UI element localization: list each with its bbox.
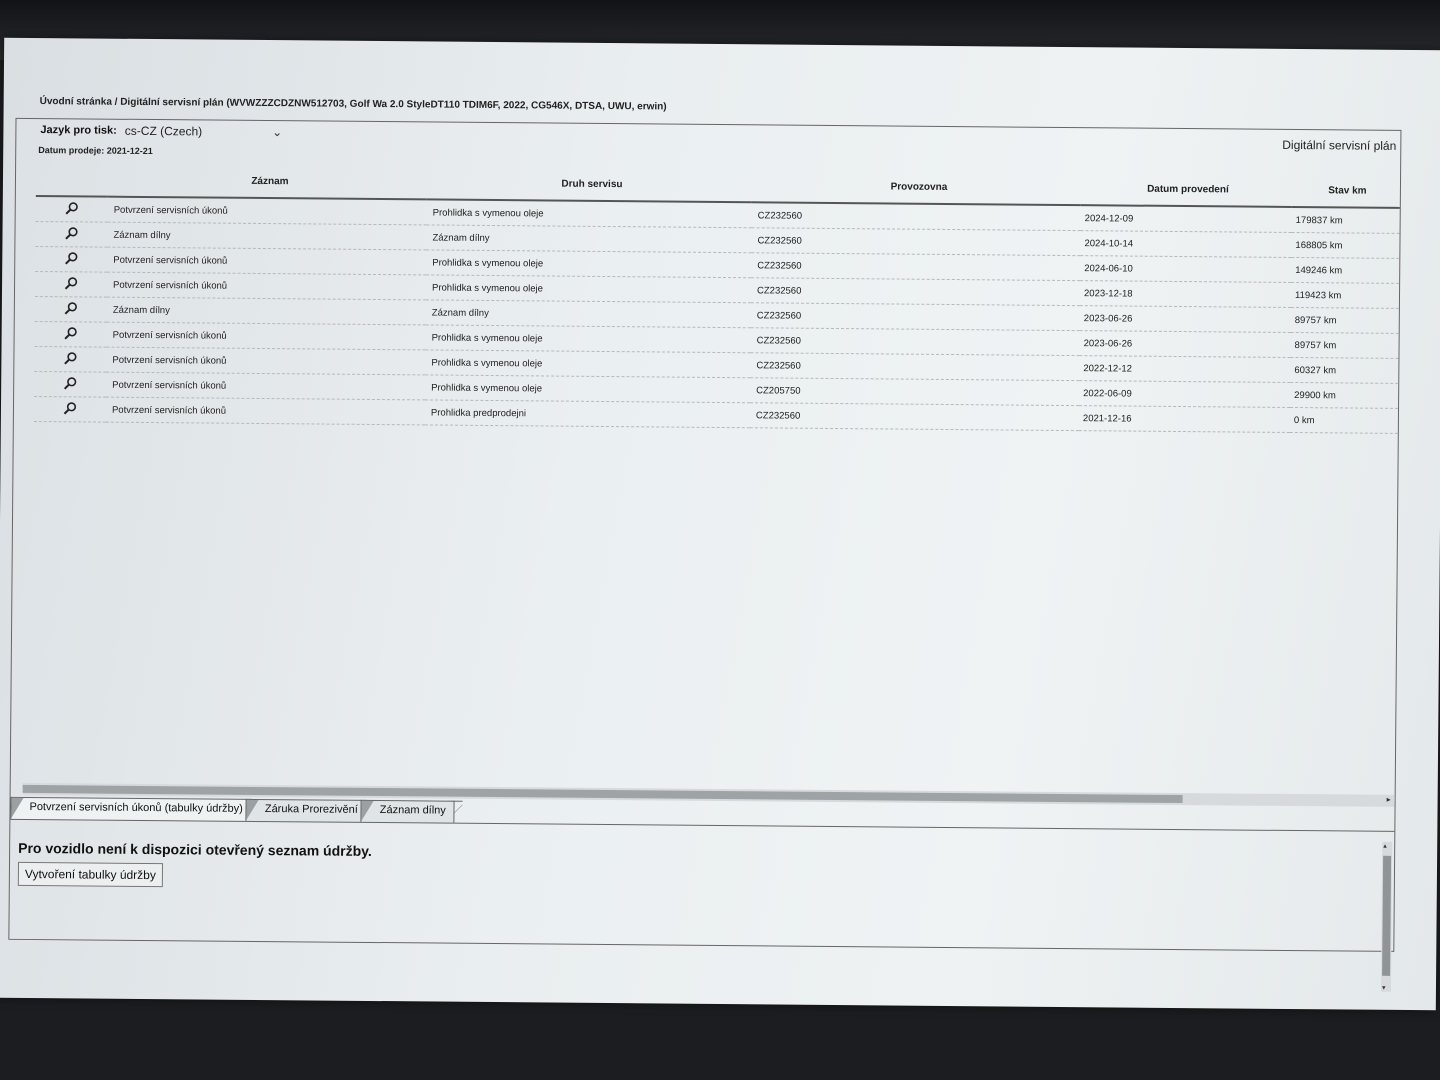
cell-provozovna: CZ232560	[751, 253, 1080, 281]
cell-zaznam: Záznam dílny	[107, 297, 426, 325]
tab-label: Záruka Prorezivění	[264, 803, 358, 816]
row-icon-cell	[34, 347, 106, 373]
header-druh-servisu[interactable]: Druh servisu	[427, 166, 752, 202]
table-body	[34, 196, 1400, 433]
magnifier-icon[interactable]	[64, 301, 78, 315]
tab-label: Záznam dílny	[379, 804, 446, 817]
language-row	[40, 123, 282, 139]
row-icon-cell	[35, 247, 107, 273]
header-datum-provedeni[interactable]: Datum provedení	[1081, 172, 1292, 207]
cell-provozovna: CZ232560	[751, 228, 1080, 256]
cell-provozovna: CZ205750	[750, 378, 1079, 406]
cell-datum-provedeni: 2023-12-18	[1080, 281, 1291, 308]
row-icon-cell	[35, 297, 107, 323]
row-icon-cell	[34, 372, 106, 398]
magnifier-icon[interactable]	[64, 226, 78, 240]
cell-zaznam: Potvrzení servisních úkonů	[108, 197, 427, 225]
cell-zaznam: Potvrzení servisních úkonů	[106, 372, 425, 400]
page-title: Digitální servisní plán	[1282, 137, 1397, 153]
magnifier-icon[interactable]	[63, 401, 77, 415]
cell-provozovna: CZ232560	[750, 403, 1079, 431]
tab-zaruka[interactable]	[246, 799, 367, 822]
cell-datum-provedeni: 2024-12-09	[1081, 205, 1292, 232]
row-icon-cell	[36, 196, 108, 222]
sale-date: Datum prodeje: 2021-12-21	[38, 145, 153, 157]
cell-datum-provedeni: 2024-06-10	[1080, 256, 1291, 283]
cell-zaznam: Záznam dílny	[107, 222, 426, 250]
cell-stav-km: 168805 km	[1291, 232, 1399, 258]
magnifier-icon[interactable]	[65, 201, 79, 215]
cell-provozovna: CZ232560	[750, 328, 1079, 356]
cell-provozovna: CZ232560	[752, 202, 1081, 230]
cell-druh-servisu: Prohlidka s vymenou oleje	[425, 350, 750, 378]
language-value: cs-CZ (Czech)	[124, 123, 203, 139]
language-select[interactable]	[125, 124, 283, 139]
magnifier-icon[interactable]	[64, 326, 78, 340]
cell-stav-km: 179837 km	[1292, 207, 1400, 233]
header-zaznam[interactable]: Záznam	[108, 164, 427, 200]
chevron-down-icon[interactable]: ⌄	[272, 125, 283, 140]
cell-stav-km: 149246 km	[1291, 257, 1399, 283]
cell-datum-provedeni: 2022-06-09	[1079, 381, 1290, 408]
scroll-up-icon[interactable]: ▴	[1383, 842, 1387, 850]
cell-druh-servisu: Prohlidka s vymenou oleje	[427, 199, 752, 227]
cell-datum-provedeni: 2023-06-26	[1079, 331, 1290, 358]
cell-druh-servisu: Prohlidka s vymenou oleje	[426, 275, 751, 303]
cell-zaznam: Potvrzení servisních úkonů	[107, 322, 426, 350]
cell-datum-provedeni: 2021-12-16	[1079, 406, 1290, 433]
cell-druh-servisu: Prohlidka predprodejni	[425, 400, 750, 428]
tab-label: Potvrzení servisních úkonů (tabulky údržby)	[29, 800, 243, 815]
row-icon-cell	[35, 222, 107, 248]
vertical-scrollbar[interactable]	[1381, 842, 1392, 992]
cell-datum-provedeni: 2022-12-12	[1079, 356, 1290, 383]
scroll-right-icon[interactable]: ▸	[1386, 794, 1391, 804]
cell-druh-servisu: Prohlidka s vymenou oleje	[426, 250, 751, 278]
printed-page	[0, 38, 1440, 1011]
cell-zaznam: Potvrzení servisních úkonů	[107, 272, 426, 300]
cell-datum-provedeni: 2023-06-26	[1080, 306, 1291, 333]
cell-provozovna: CZ232560	[750, 353, 1079, 381]
cell-druh-servisu: Prohlidka s vymenou oleje	[425, 375, 750, 403]
cell-zaznam: Potvrzení servisních úkonů	[106, 397, 425, 425]
cell-stav-km: 89757 km	[1291, 307, 1399, 333]
header-provozovna[interactable]: Provozovna	[752, 169, 1081, 205]
cell-stav-km: 89757 km	[1290, 332, 1398, 358]
cell-zaznam: Potvrzení servisních úkonů	[107, 247, 426, 275]
magnifier-icon[interactable]	[64, 276, 78, 290]
breadcrumb[interactable]: Úvodní stránka / Digitální servisní plán (WVWZZZCDZNW512703, Golf Wa 2.0 StyleDT110 TDIM6F, 2022, CG546X, DTSA, UWU, erwin)	[39, 96, 667, 113]
cell-datum-provedeni: 2024-10-14	[1080, 231, 1291, 258]
scroll-down-icon[interactable]: ▾	[1381, 984, 1386, 992]
row-icon-cell	[35, 322, 107, 348]
header-stav-km[interactable]: Stav km	[1292, 174, 1400, 208]
vertical-scroll-thumb[interactable]	[1382, 856, 1391, 976]
cell-provozovna: CZ232560	[751, 278, 1080, 306]
cell-stav-km: 0 km	[1290, 407, 1398, 433]
cell-druh-servisu: Záznam dílny	[426, 225, 751, 253]
row-icon-cell	[34, 397, 106, 423]
cell-druh-servisu: Záznam dílny	[426, 300, 751, 328]
language-label: Jazyk pro tisk:	[40, 124, 117, 137]
cell-stav-km: 29900 km	[1290, 382, 1398, 408]
cell-zaznam: Potvrzení servisních úkonů	[106, 347, 425, 375]
cell-stav-km: 60327 km	[1290, 357, 1398, 383]
cell-druh-servisu: Prohlidka s vymenou oleje	[426, 325, 751, 353]
tab-zaznam-dilny[interactable]	[361, 800, 455, 823]
maintenance-panel	[9, 819, 1394, 992]
no-plan-message: Pro vozidlo není k dispozici otevřený seznam údržby.	[18, 839, 372, 859]
magnifier-icon[interactable]	[63, 376, 77, 390]
row-icon-cell	[35, 272, 107, 298]
cell-stav-km: 119423 km	[1291, 282, 1399, 308]
cell-provozovna: CZ232560	[751, 303, 1080, 331]
tab-potvrzeni[interactable]	[10, 797, 252, 821]
main-frame	[8, 118, 1401, 992]
magnifier-icon[interactable]	[63, 351, 77, 365]
service-table	[34, 163, 1400, 434]
header-icon-col	[36, 163, 108, 197]
magnifier-icon[interactable]	[64, 251, 78, 265]
create-maintenance-table-button[interactable]: Vytvoření tabulky údržby	[18, 862, 163, 887]
